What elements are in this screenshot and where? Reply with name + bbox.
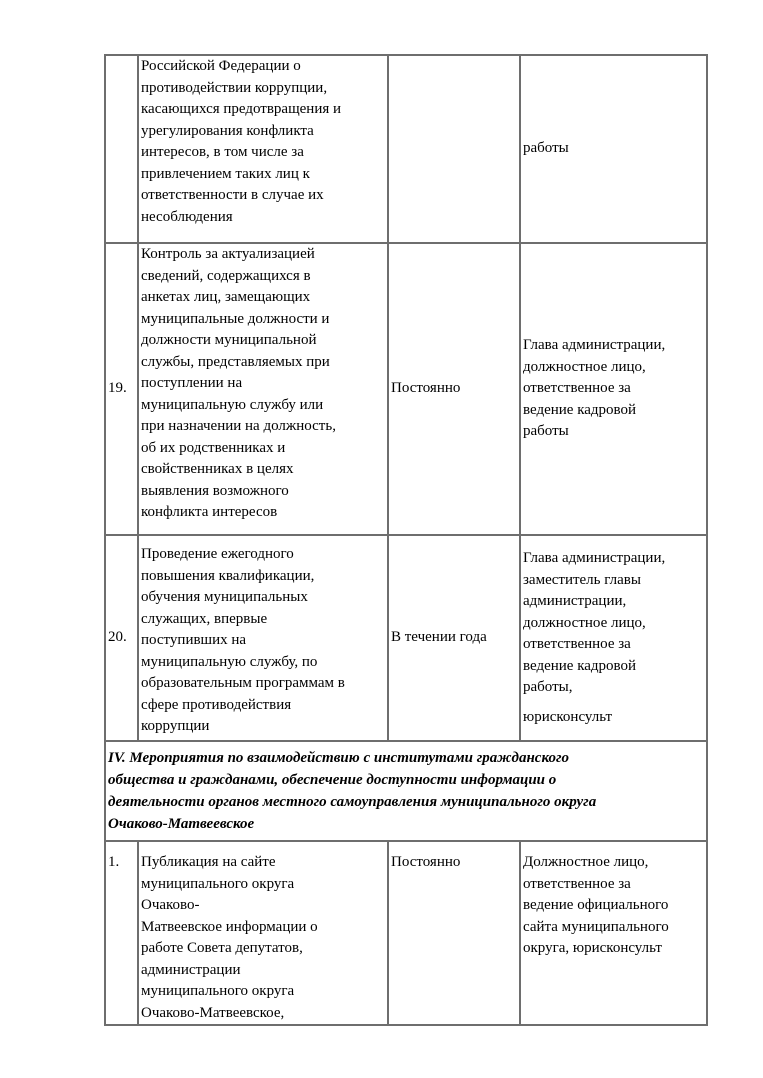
task-line: Проведение ежегодного <box>141 546 294 562</box>
responsible-line: работы <box>523 423 569 440</box>
task-line: коррупции <box>141 718 210 734</box>
task-line: должности муниципальной <box>141 332 317 348</box>
section-heading-line: Очаково-Матвеевское <box>108 816 255 832</box>
task-line: об их родственниках и <box>141 439 286 456</box>
responsible-line: юрисконсульт <box>523 708 613 725</box>
responsible-line: замеcтитель главы <box>523 571 641 588</box>
task-cell <box>138 841 388 1025</box>
responsible-line: Должностное лицо, <box>523 854 649 870</box>
table-row <box>105 841 707 1025</box>
task-line: служащих, впервые <box>141 610 268 627</box>
row-number-cell: 1. <box>105 841 138 1025</box>
task-line: службы, представляемых при <box>141 353 330 370</box>
task-line: работе Совета депутатов, <box>141 940 303 956</box>
task-line: сведений, содержащихся в <box>141 267 311 284</box>
task-line: касающихся предотвращения и <box>141 101 342 117</box>
task-cell <box>138 535 388 741</box>
responsible-line: администрации, <box>523 593 627 609</box>
task-line: Очаково- <box>141 897 200 913</box>
task-line: Публикация на сайте <box>141 854 276 870</box>
section-heading-line: общества и гражданами, обеспечение доступности информации о <box>108 772 557 788</box>
task-line: свойственниках в целях <box>141 461 294 477</box>
measures-table <box>104 54 708 1026</box>
responsible-line: ведение кадровой <box>523 657 637 674</box>
task-line: при назначении на должность, <box>141 418 336 434</box>
task-line: обучения муниципальных <box>141 589 308 605</box>
task-line: Российской Федерации о <box>141 58 301 74</box>
task-line: интересов, в том числе за <box>141 144 304 160</box>
task-line: Матвеевское информации о <box>141 918 318 935</box>
section-heading-line: деятельности органов местного самоуправления муниципального округа <box>108 794 597 810</box>
responsible-line: работы, <box>523 679 573 695</box>
task-line: администрации <box>141 961 241 978</box>
responsible-cell <box>520 243 707 535</box>
responsible-line: ведение официального <box>523 897 669 913</box>
task-line: муниципальные должности и <box>141 310 330 327</box>
section-heading <box>105 741 707 841</box>
task-line: муниципального округа <box>141 875 295 892</box>
responsible-line: должностное лицо, <box>523 358 646 375</box>
task-line: выявления возможного <box>141 482 289 499</box>
spacer <box>523 699 704 707</box>
task-line: образовательным программам в <box>141 675 345 691</box>
section-heading-line: IV. Мероприятия по взаимодействию с институтами гражданского <box>108 750 570 766</box>
section-header-row <box>105 741 707 841</box>
task-line: муниципальную службу, по <box>141 653 318 670</box>
task-line: несоблюдения <box>141 208 233 225</box>
responsible-line: сайта муниципального <box>523 918 669 935</box>
responsible-line: Глава администрации, <box>523 337 666 354</box>
task-line: противодействии коррупции, <box>141 79 328 96</box>
table-row <box>105 55 707 243</box>
task-line: привлечением таких лиц к <box>141 165 310 182</box>
responsible-line: Глава администрации, <box>523 550 666 566</box>
responsible-line: ответственное за <box>523 875 631 892</box>
task-line: поступивших на <box>141 632 247 648</box>
task-line: поступлении на <box>141 375 243 391</box>
task-line: повышения квалификации, <box>141 567 315 584</box>
task-line: муниципальную службу или <box>141 396 324 413</box>
responsible-cell <box>520 55 707 243</box>
task-cell <box>138 243 388 535</box>
term-cell: В течении года <box>388 535 520 741</box>
task-line: муниципального округа <box>141 983 295 999</box>
row-number-cell: 19. <box>105 243 138 535</box>
responsible-line: работы <box>523 140 569 157</box>
task-line: сфере противодействия <box>141 696 292 713</box>
responsible-line: округа, юрисконсульт <box>523 940 662 956</box>
responsible-line: ведение кадровой <box>523 401 637 418</box>
table-row <box>105 535 707 741</box>
responsible-line: ответственное за <box>523 380 631 397</box>
task-line: Контроль за актуализацией <box>141 246 315 262</box>
term-cell: Постоянно <box>388 243 520 535</box>
responsible-line: должностное лицо, <box>523 614 646 631</box>
table-row <box>105 243 707 535</box>
task-line: урегулирования конфликта <box>141 122 314 139</box>
responsible-cell <box>520 841 707 1025</box>
term-cell <box>388 55 520 243</box>
responsible-line: ответственное за <box>523 636 631 652</box>
responsible-cell <box>520 535 707 741</box>
task-line: Очаково-Матвеевское, <box>141 1004 285 1021</box>
task-cell <box>138 55 388 243</box>
task-line: ответственности в случае их <box>141 187 324 203</box>
row-number-cell: 20. <box>105 535 138 741</box>
task-line: анкетах лиц, замещающих <box>141 289 311 305</box>
row-number-cell <box>105 55 138 243</box>
term-cell: Постоянно <box>388 841 520 1025</box>
task-line: конфликта интересов <box>141 504 278 520</box>
